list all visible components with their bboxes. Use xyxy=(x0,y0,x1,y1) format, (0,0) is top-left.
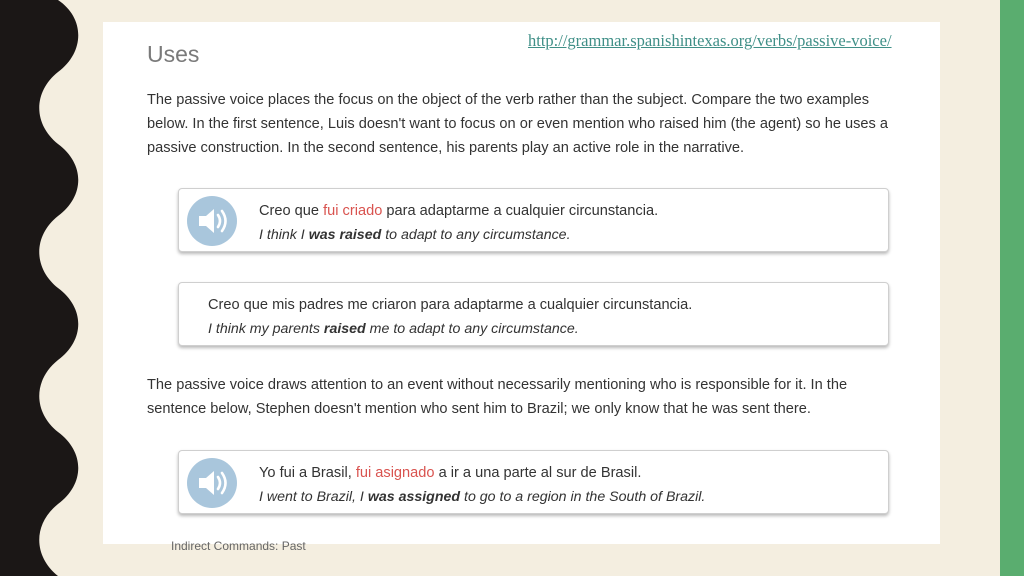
spanish-sentence: Creo que mis padres me criaron para adaptarme a cualquier circunstancia. xyxy=(208,297,693,313)
english-translation: I think I was raised to adapt to any circumstance. xyxy=(259,227,571,243)
spanish-sentence: Yo fui a Brasil, fui asignado a ir a una parte al sur de Brasil. xyxy=(259,465,642,481)
source-url-link[interactable]: http://grammar.spanishintexas.org/verbs/passive-voice/ xyxy=(528,31,892,50)
page-screenshot-card xyxy=(103,22,940,553)
english-translation: I went to Brazil, I was assigned to go to a region in the South of Brazil. xyxy=(259,489,706,505)
passive-voice-paragraph-1: The passive voice places the focus on the object of the verb rather than the subject. Compare the two examples below. In the first sentence, Luis doesn't want to focus on or even mention who raised him (the agent) so he uses a passive construction. In the second sentence, his parents play an active role in the narrative. xyxy=(147,92,889,156)
speaker-icon[interactable] xyxy=(187,458,237,508)
wavy-decorative-strip xyxy=(0,0,80,576)
uses-heading: Uses xyxy=(147,41,200,67)
spanish-sentence: Creo que fui criado para adaptarme a cualquier circunstancia. xyxy=(259,203,659,219)
speaker-icon[interactable] xyxy=(187,196,237,246)
highlighted-passive-verb: fui asignado xyxy=(355,465,435,481)
highlighted-passive-verb: fui criado xyxy=(323,203,383,219)
cutoff-footer-text: Indirect Commands: Past xyxy=(171,539,306,553)
green-side-stripe xyxy=(1000,0,1024,576)
example-box-fui-criado xyxy=(178,188,889,252)
english-translation: I think my parents raised me to adapt to any circumstance. xyxy=(208,321,579,337)
passive-voice-paragraph-2: The passive voice draws attention to an event without necessarily mentioning who is responsible for it. In the sentence below, Stephen doesn't mention who sent him to Brazil; we only know that he was sent there. xyxy=(147,377,848,417)
example-box-fui-asignado xyxy=(178,450,889,514)
example-box-me-criaron xyxy=(178,282,889,346)
